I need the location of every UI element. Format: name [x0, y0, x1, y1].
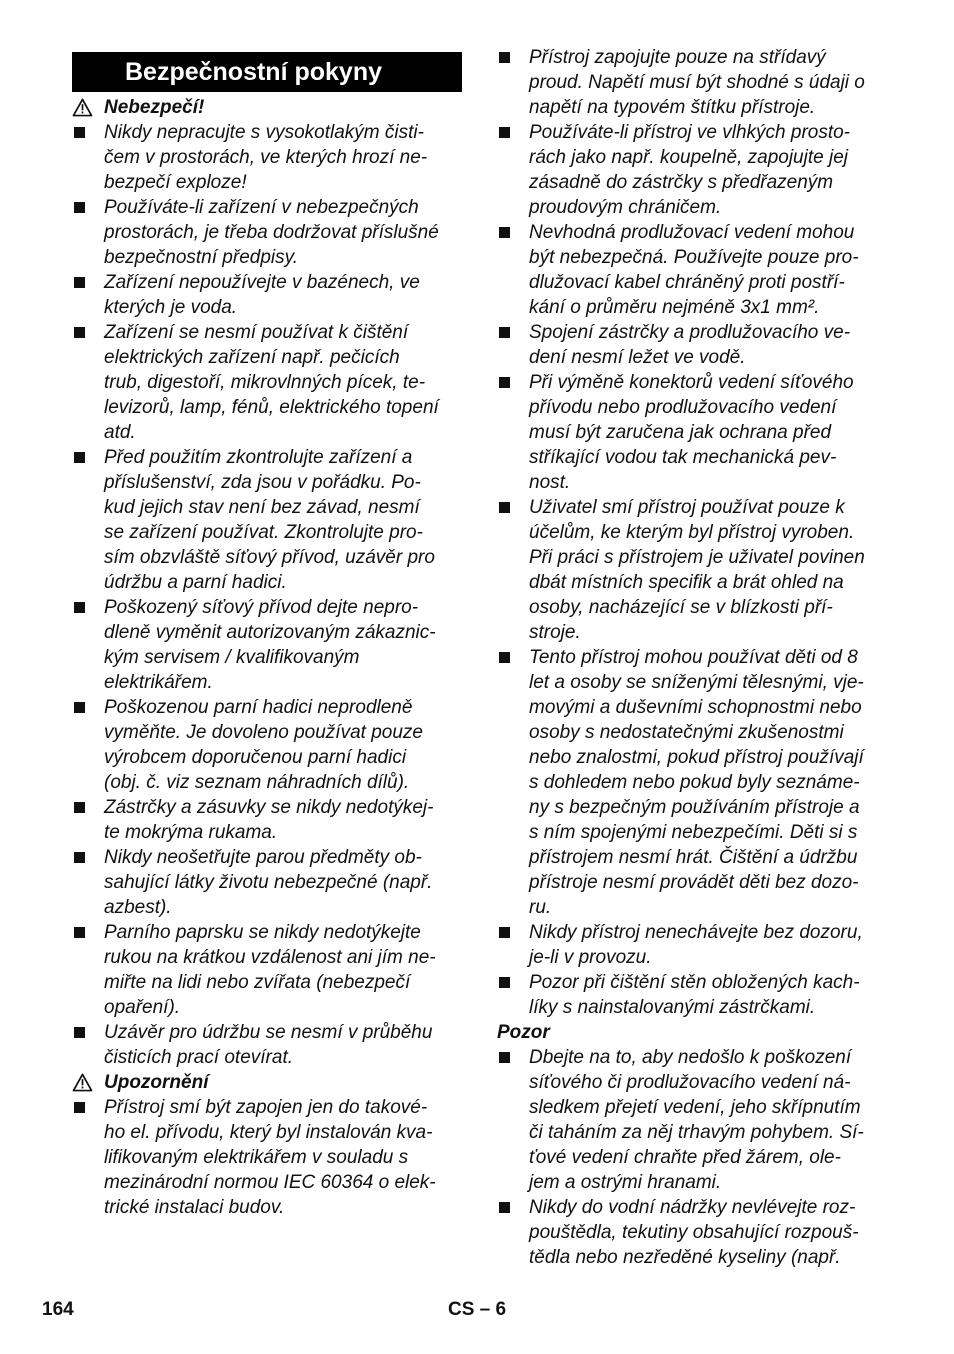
list-item: [497, 1195, 889, 1270]
list-item: [497, 920, 889, 970]
list-item: [72, 845, 462, 920]
list-item: [72, 695, 462, 795]
caution-list: [72, 1095, 462, 1220]
square-bullet-icon: [74, 852, 85, 863]
list-item: [497, 970, 889, 1020]
list-item: [72, 595, 462, 695]
square-bullet-icon: [74, 277, 85, 288]
list-item: [497, 370, 889, 495]
list-item: [72, 195, 462, 270]
list-item-text: Spojení zástrčky a prodlužovacího ve- dení nesmí ležet ve vodě.: [529, 322, 851, 368]
square-bullet-icon: [499, 1052, 510, 1063]
square-bullet-icon: [499, 1202, 510, 1213]
list-item-text: Před použitím zkontrolujte zařízení a příslušenství, zda jsou v pořádku. Po- kud jejich stav není bez závad, nesmí se zařízení používat. Zkontrolujte pro- sím obzvláště síťový přívod, uzávěr pro údržbu a parní hadici.: [104, 447, 435, 593]
left-column: [72, 45, 462, 1220]
list-item: [72, 320, 462, 445]
list-item-text: Používáte-li zařízení v nebezpečných prostorách, je třeba dodržovat příslušné bezpečnostní předpisy.: [104, 197, 439, 268]
square-bullet-icon: [74, 602, 85, 613]
right-column: [497, 45, 889, 1270]
caution-heading: [72, 1070, 462, 1095]
list-item-text: Pozor při čištění stěn obložených kach- líky s nainstalovanými zástrčkami.: [529, 972, 860, 1018]
list-item-text: Zařízení se nesmí používat k čištění elektrických zařízení např. pečicích trub, digestoří, mikrovlnných pícek, te- levizorů, lamp, fénů, elektrického topení atd.: [104, 322, 439, 443]
square-bullet-icon: [499, 227, 510, 238]
list-item-text: Nikdy neošetřujte parou předměty ob- sahující látky životu nebezpečné (např. azbest).: [104, 847, 433, 918]
list-item-text: Poškozenou parní hadici neprodleně vyměňte. Je dovoleno používat pouze výrobcem doporučenou parní hadici (obj. č. viz seznam náhradních dílů).: [104, 697, 423, 793]
list-item-text: Tento přístroj mohou používat děti od 8 let a osoby se sníženými tělesnými, vje- movými a duševními schopnostmi nebo osoby s nedostatečnými zkušenostmi nebo znalostmi, pokud přístroj používají s dohledem nebo pokud byly seznáme- ny s bezpečným používáním přístroje a s ním spojenými nebezpečími. Děti si s přístrojem nesmí hrát. Čištění a údržbu přístroje nesmí provádět děti bez dozo- ru.: [529, 647, 864, 918]
list-item: [497, 645, 889, 920]
list-item-text: Parního paprsku se nikdy nedotýkejte rukou na krátkou vzdálenost ani jím ne- miřte na lidi nebo zvířata (nebezpečí opaření).: [104, 922, 436, 1018]
square-bullet-icon: [74, 452, 85, 463]
square-bullet-icon: [74, 1027, 85, 1038]
square-bullet-icon: [499, 977, 510, 988]
list-item-text: Přístroj zapojujte pouze na střídavý proud. Napětí musí být shodné s údaji o napětí na typovém štítku přístroje.: [529, 47, 865, 118]
list-item-text: Nikdy nepracujte s vysokotlakým čisti- čem v prostorách, ve kterých hrozí ne- bezpečí exploze!: [104, 122, 428, 193]
square-bullet-icon: [499, 927, 510, 938]
danger-heading-text: Nebezpečí!: [104, 97, 205, 118]
list-item-text: Přístroj smí být zapojen jen do takové- ho el. přívodu, který byl instalován kva- lifikovaným elektrikářem v souladu s mezinárodní normou IEC 60364 o elek- trické instalaci budov.: [104, 1097, 436, 1218]
list-item: [72, 795, 462, 845]
square-bullet-icon: [74, 802, 85, 813]
list-item: [497, 120, 889, 220]
list-item-text: Uzávěr pro údržbu se nesmí v průběhu čisticích prací otevírat.: [104, 1022, 433, 1068]
square-bullet-icon: [499, 377, 510, 388]
page-title: Bezpečnostní pokyny: [72, 52, 462, 92]
list-item-text: Při výměně konektorů vedení síťového přívodu nebo prodlužovacího vedení musí být zaručena jak ochrana před stříkající vodou tak mechanická pev- nost.: [529, 372, 854, 493]
square-bullet-icon: [499, 652, 510, 663]
list-item-text: Uživatel smí přístroj používat pouze k účelům, ke kterým byl přístroj vyroben. Při práci s přístrojem je uživatel povinen dbát místních specifik a brát ohled na osoby, nacházející se v blízkosti pří- stroje.: [529, 497, 865, 643]
list-item-text: Nikdy do vodní nádržky nevlévejte roz- pouštědla, tekutiny obsahující rozpouš- tědla nebo nezředěné kyseliny (např.: [529, 1197, 859, 1268]
square-bullet-icon: [499, 52, 510, 63]
list-item-text: Nikdy přístroj nenechávejte bez dozoru, je-li v provozu.: [529, 922, 863, 968]
square-bullet-icon: [74, 1102, 85, 1113]
list-item-text: Používáte-li přístroj ve vlhkých prosto- rách jako např. koupelně, zapojujte jej zásadně do zástrčky s předřazeným proudovým chráničem.: [529, 122, 851, 218]
square-bullet-icon: [499, 127, 510, 138]
pozor-list: [497, 1045, 889, 1270]
square-bullet-icon: [74, 702, 85, 713]
square-bullet-icon: [499, 327, 510, 338]
page-number: 164: [42, 1299, 74, 1320]
list-item: [497, 495, 889, 645]
danger-heading: [72, 95, 462, 120]
list-item-text: Poškozený síťový přívod dejte nepro- dleně vyměnit autorizovaným zákaznic- kým servisem / kvalifikovaným elektrikářem.: [104, 597, 436, 693]
list-item: [72, 920, 462, 1020]
list-item: [497, 220, 889, 320]
warning-triangle-icon: [72, 1073, 93, 1092]
square-bullet-icon: [74, 327, 85, 338]
square-bullet-icon: [74, 927, 85, 938]
list-item-text: Zařízení nepoužívejte v bazénech, ve kterých je voda.: [104, 272, 420, 318]
caution-heading-text: Upozornění: [104, 1072, 209, 1093]
list-item: [72, 270, 462, 320]
square-bullet-icon: [74, 127, 85, 138]
electrical-safety-list: [497, 45, 889, 1020]
list-item: [72, 1095, 462, 1220]
danger-list: [72, 120, 462, 1070]
list-item: [72, 445, 462, 595]
section-code: CS – 6: [448, 1299, 507, 1320]
pozor-heading: Pozor: [497, 1022, 550, 1043]
square-bullet-icon: [499, 502, 510, 513]
list-item: [497, 1045, 889, 1195]
list-item: [72, 1020, 462, 1070]
square-bullet-icon: [74, 202, 85, 213]
list-item-text: Dbejte na to, aby nedošlo k poškození síťového či prodlužovacího vedení ná- sledkem přejetí vedení, jeho skřípnutím či taháním za něj trhavým pohybem. Sí- ťové vedení chraňte před žárem, ole- jem a ostrými hranami.: [529, 1047, 864, 1193]
warning-triangle-icon: [72, 98, 93, 117]
list-item-text: Nevhodná prodlužovací vedení mohou být nebezpečná. Používejte pouze pro- dlužovací kabel chráněný proti postří- kání o průměru nejméně 3x1 mm².: [529, 222, 859, 318]
list-item-text: Zástrčky a zásuvky se nikdy nedotýkej- te mokrýma rukama.: [104, 797, 434, 843]
list-item: [72, 120, 462, 195]
list-item: [497, 320, 889, 370]
list-item: [497, 45, 889, 120]
